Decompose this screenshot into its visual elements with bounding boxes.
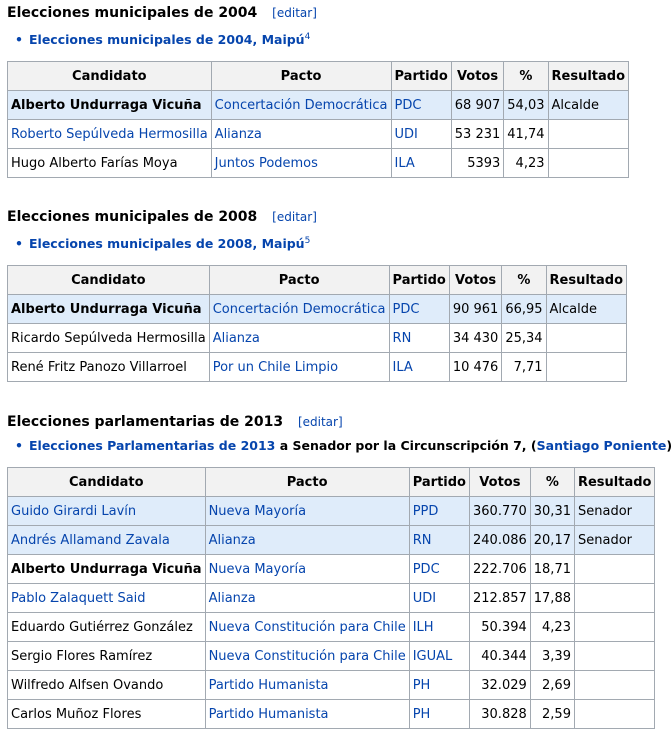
pct-cell: 2,59 <box>530 700 574 729</box>
table-row <box>8 584 655 613</box>
result-cell <box>574 671 655 700</box>
party-link[interactable]: RN <box>409 526 469 555</box>
election-link[interactable]: Elecciones Parlamentarias de 2013 <box>29 438 276 453</box>
col-partido: Partido <box>409 468 469 497</box>
candidate-cell: Hugo Alberto Farías Moya <box>8 149 212 178</box>
votes-cell: 32.029 <box>470 671 531 700</box>
table-row <box>8 613 655 642</box>
party-link[interactable]: ILA <box>389 353 449 382</box>
party-link[interactable]: IGUAL <box>409 642 469 671</box>
col-candidato: Candidato <box>8 62 212 91</box>
table-row <box>8 497 655 526</box>
pact-link[interactable]: Nueva Mayoría <box>205 497 409 526</box>
results-table-2013 <box>7 467 655 729</box>
candidate-cell: Alberto Undurraga Vicuña <box>8 555 206 584</box>
pact-link[interactable]: Por un Chile Limpio <box>209 353 389 382</box>
candidate-cell: Ricardo Sepúlveda Hermosilla <box>8 324 210 353</box>
section-heading <box>7 413 672 431</box>
party-link[interactable]: RN <box>389 324 449 353</box>
result-cell: Senador <box>574 526 655 555</box>
footnote-ref[interactable]: 5 <box>304 236 311 246</box>
votes-cell: 212.857 <box>470 584 531 613</box>
candidate-cell: Alberto Undurraga Vicuña <box>8 91 212 120</box>
col-partido: Partido <box>389 266 449 295</box>
edit-label[interactable]: editar <box>302 415 338 429</box>
party-link[interactable]: PH <box>409 671 469 700</box>
header-row <box>8 62 629 91</box>
candidate-cell: Carlos Muñoz Flores <box>8 700 206 729</box>
table-row <box>8 295 627 324</box>
results-table-2008 <box>7 265 627 382</box>
pct-cell: 4,23 <box>504 149 548 178</box>
result-cell <box>574 700 655 729</box>
election-link[interactable]: Elecciones municipales de 2004, Maipú <box>29 32 305 48</box>
heading-text: Elecciones parlamentarias de 2013 <box>7 414 284 430</box>
pct-cell: 7,71 <box>502 353 546 382</box>
result-cell <box>574 613 655 642</box>
pact-link[interactable]: Alianza <box>209 324 389 353</box>
bullet-icon: • <box>15 32 23 48</box>
pact-link[interactable]: Partido Humanista <box>205 671 409 700</box>
pct-cell: 54,03 <box>504 91 548 120</box>
pact-link[interactable]: Juntos Podemos <box>211 149 391 178</box>
result-cell <box>548 120 629 149</box>
col-candidato: Candidato <box>8 266 210 295</box>
col-pct: % <box>530 468 574 497</box>
results-table-2004 <box>7 61 629 178</box>
edit-link[interactable]: [editar] <box>272 210 317 224</box>
section-heading <box>7 4 629 22</box>
table-row <box>8 700 655 729</box>
section-heading <box>7 208 627 226</box>
pct-cell: 41,74 <box>504 120 548 149</box>
pct-cell: 2,69 <box>530 671 574 700</box>
party-link[interactable]: PH <box>409 700 469 729</box>
col-votos: Votos <box>449 266 502 295</box>
party-link[interactable]: PDC <box>389 295 449 324</box>
table-row <box>8 324 627 353</box>
pct-cell: 66,95 <box>502 295 546 324</box>
col-resultado: Resultado <box>574 468 655 497</box>
header-row <box>8 468 655 497</box>
table-row <box>8 526 655 555</box>
bullet-item <box>15 28 629 49</box>
table-row <box>8 120 629 149</box>
heading-text: Elecciones municipales de 2004 <box>7 5 258 21</box>
candidate-cell: Sergio Flores Ramírez <box>8 642 206 671</box>
pct-cell: 18,71 <box>530 555 574 584</box>
pact-link[interactable]: Alianza <box>205 526 409 555</box>
table-row <box>8 353 627 382</box>
col-votos: Votos <box>451 62 504 91</box>
election-link[interactable]: Elecciones municipales de 2008, Maipú <box>29 236 305 252</box>
pct-cell: 3,39 <box>530 642 574 671</box>
pact-link[interactable]: Concertación Democrática <box>209 295 389 324</box>
bullet-text: a Senador por la Circunscripción 7, ( <box>275 438 537 453</box>
party-link[interactable]: PPD <box>409 497 469 526</box>
table-row <box>8 642 655 671</box>
candidate-link[interactable]: Pablo Zalaquett Said <box>8 584 206 613</box>
result-cell <box>546 324 627 353</box>
party-link[interactable]: UDI <box>409 584 469 613</box>
pact-link[interactable]: Nueva Constitución para Chile <box>205 642 409 671</box>
candidate-cell: Eduardo Gutiérrez González <box>8 613 206 642</box>
header-row <box>8 266 627 295</box>
candidate-link[interactable]: Andrés Allamand Zavala <box>8 526 206 555</box>
edit-link[interactable]: [editar] <box>272 6 317 20</box>
pact-link[interactable]: Alianza <box>205 584 409 613</box>
section-2013 <box>7 413 672 729</box>
party-link[interactable]: PDC <box>391 91 451 120</box>
edit-link[interactable]: [editar] <box>297 415 343 429</box>
result-cell <box>574 642 655 671</box>
bullet-text-end: ) <box>666 438 672 453</box>
table-row <box>8 91 629 120</box>
col-pacto: Pacto <box>211 62 391 91</box>
party-link[interactable]: ILA <box>391 149 451 178</box>
votes-cell: 5393 <box>451 149 504 178</box>
pct-cell: 17,88 <box>530 584 574 613</box>
pact-link[interactable]: Nueva Constitución para Chile <box>205 613 409 642</box>
result-cell: Senador <box>574 497 655 526</box>
result-cell <box>574 584 655 613</box>
bullet-icon: • <box>15 438 23 453</box>
pact-link[interactable]: Concertación Democrática <box>211 91 391 120</box>
party-link[interactable]: UDI <box>391 120 451 149</box>
votes-cell: 40.344 <box>470 642 531 671</box>
table-row <box>8 555 655 584</box>
heading-text: Elecciones municipales de 2008 <box>7 209 258 225</box>
result-cell <box>548 149 629 178</box>
result-cell <box>546 353 627 382</box>
col-pct: % <box>502 266 546 295</box>
votes-cell: 34 430 <box>449 324 502 353</box>
table-row <box>8 671 655 700</box>
result-cell: Alcalde <box>546 295 627 324</box>
pct-cell: 25,34 <box>502 324 546 353</box>
col-candidato: Candidato <box>8 468 206 497</box>
col-resultado: Resultado <box>548 62 629 91</box>
col-pacto: Pacto <box>205 468 409 497</box>
votes-cell: 30.828 <box>470 700 531 729</box>
pct-cell: 4,23 <box>530 613 574 642</box>
party-link[interactable]: ILH <box>409 613 469 642</box>
votes-cell: 240.086 <box>470 526 531 555</box>
votes-cell: 10 476 <box>449 353 502 382</box>
candidate-cell: Wilfredo Alfsen Ovando <box>8 671 206 700</box>
result-cell: Alcalde <box>548 91 629 120</box>
col-pct: % <box>504 62 548 91</box>
footnote-ref[interactable]: 4 <box>304 32 311 42</box>
edit-label[interactable]: editar <box>276 210 313 224</box>
votes-cell: 50.394 <box>470 613 531 642</box>
col-partido: Partido <box>391 62 451 91</box>
candidate-cell: Alberto Undurraga Vicuña <box>8 295 210 324</box>
col-votos: Votos <box>470 468 531 497</box>
result-cell <box>574 555 655 584</box>
bullet-item <box>15 437 672 455</box>
candidate-link[interactable]: Guido Girardi Lavín <box>8 497 206 526</box>
section-2004 <box>7 4 629 178</box>
col-pacto: Pacto <box>209 266 389 295</box>
pact-link[interactable]: Partido Humanista <box>205 700 409 729</box>
bullet-icon: • <box>15 236 23 252</box>
votes-cell: 68 907 <box>451 91 504 120</box>
candidate-link[interactable]: Roberto Sepúlveda Hermosilla <box>8 120 212 149</box>
votes-cell: 222.706 <box>470 555 531 584</box>
bullet-item <box>15 232 627 253</box>
party-link[interactable]: PDC <box>409 555 469 584</box>
pct-cell: 30,31 <box>530 497 574 526</box>
pact-link[interactable]: Alianza <box>211 120 391 149</box>
section-2008 <box>7 208 627 382</box>
votes-cell: 53 231 <box>451 120 504 149</box>
pct-cell: 20,17 <box>530 526 574 555</box>
candidate-cell: René Fritz Panozo Villarroel <box>8 353 210 382</box>
col-resultado: Resultado <box>546 266 627 295</box>
table-row <box>8 149 629 178</box>
pact-link[interactable]: Nueva Mayoría <box>205 555 409 584</box>
edit-label[interactable]: editar <box>276 6 313 20</box>
votes-cell: 90 961 <box>449 295 502 324</box>
district-link[interactable]: Santiago Poniente <box>536 438 667 453</box>
votes-cell: 360.770 <box>470 497 531 526</box>
